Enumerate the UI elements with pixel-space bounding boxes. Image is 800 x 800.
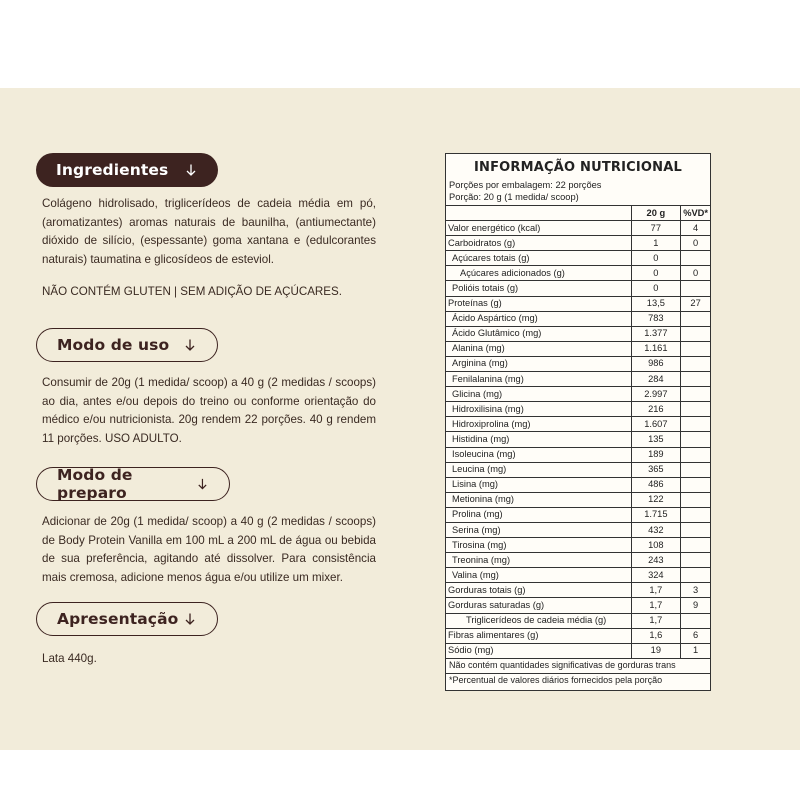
table-row <box>446 372 710 387</box>
nutrient-amount: 135 <box>631 432 681 447</box>
nutrient-amount: 2.997 <box>631 387 681 402</box>
table-row <box>446 507 710 522</box>
nutrient-amount: 432 <box>631 522 681 537</box>
nutrient-amount: 13,5 <box>631 296 681 311</box>
ingredientes-notice: NÃO CONTÉM GLUTEN | SEM ADIÇÃO DE AÇÚCARES. <box>42 285 342 298</box>
nutrient-name: Carboidratos (g) <box>446 236 631 251</box>
nutrient-name: Proteínas (g) <box>446 296 631 311</box>
nutrient-name: Gorduras saturadas (g) <box>446 598 631 613</box>
nutrient-amount: 284 <box>631 372 681 387</box>
arrow-down-icon <box>183 612 197 626</box>
apresentacao-toggle[interactable] <box>36 602 218 636</box>
portion-size: Porção: 20 g (1 medida/ scoop) <box>449 191 579 202</box>
nutrient-name: Hidroxilisina (mg) <box>446 402 631 417</box>
nutrient-amount: 216 <box>631 402 681 417</box>
nutrient-vd <box>681 553 710 568</box>
table-row <box>446 326 710 341</box>
nutrient-amount: 122 <box>631 492 681 507</box>
arrow-down-icon <box>183 338 197 352</box>
table-row <box>446 266 710 281</box>
nutrient-name: Isoleucina (mg) <box>446 447 631 462</box>
nutrient-amount: 189 <box>631 447 681 462</box>
nutrient-vd <box>681 507 710 522</box>
nutrient-amount: 108 <box>631 538 681 553</box>
nutrient-vd <box>681 356 710 371</box>
modo-de-preparo-label: Modo de preparo <box>57 466 133 502</box>
ingredientes-text: Colágeno hidrolisado, triglicerídeos de cadeia média em pó, (aromatizantes) aromas naturais de baunilha, (antiumectante) dióxido de silício, (espessante) goma xantana e (edulcorantes naturais) taumatina e glicosídeos de esteviol. <box>42 197 376 266</box>
nutrient-vd <box>681 568 710 583</box>
table-row <box>446 598 710 613</box>
nutrient-name: Açúcares adicionados (g) <box>446 266 631 281</box>
table-row <box>446 447 710 462</box>
nutrient-vd <box>681 492 710 507</box>
table-row <box>446 417 710 432</box>
table-row <box>446 281 710 296</box>
table-row <box>446 492 710 507</box>
nutrient-name: Triglicerídeos de cadeia média (g) <box>446 613 631 628</box>
table-row <box>446 221 710 236</box>
nutrient-vd: 27 <box>681 296 710 311</box>
nutrient-amount: 1.377 <box>631 326 681 341</box>
table-row <box>446 432 710 447</box>
nutrient-vd: 3 <box>681 583 710 598</box>
table-row <box>446 402 710 417</box>
nutrient-vd: 4 <box>681 221 710 236</box>
modo-de-uso-text: Consumir de 20g (1 medida/ scoop) a 40 g (2 medidas / scoops) ao dia, antes e/ou depois do treino ou conforme orientação do médico e/ou nutricionista. 20g rendem 22 porções. 40 g rendem 11 porções. USO ADULTO. <box>42 376 376 445</box>
nutrient-name: Serina (mg) <box>446 522 631 537</box>
table-row <box>446 628 710 643</box>
nutrient-name: Fibras alimentares (g) <box>446 628 631 643</box>
nutrient-amount: 783 <box>631 311 681 326</box>
nutrient-amount: 0 <box>631 266 681 281</box>
nutrition-facts-table <box>445 153 711 691</box>
nutrient-amount: 365 <box>631 462 681 477</box>
nutrient-vd <box>681 387 710 402</box>
apresentacao-label: Apresentação <box>57 610 179 628</box>
nutrient-name: Treonina (mg) <box>446 553 631 568</box>
nutrient-amount: 243 <box>631 553 681 568</box>
nutrient-vd <box>681 326 710 341</box>
nutrition-rows <box>446 206 710 658</box>
trans-fat-note: Não contém quantidades significativas de gorduras trans <box>446 658 710 673</box>
nutrient-vd: 0 <box>681 266 710 281</box>
nutrient-amount: 986 <box>631 356 681 371</box>
nutrient-vd: 6 <box>681 628 710 643</box>
table-row <box>446 522 710 537</box>
nutrient-name: Tirosina (mg) <box>446 538 631 553</box>
nutrient-amount: 19 <box>631 643 681 658</box>
modo-de-uso-label: Modo de uso <box>57 336 170 354</box>
nutrient-name: Leucina (mg) <box>446 462 631 477</box>
modo-de-preparo-text: Adicionar de 20g (1 medida/ scoop) a 40 g (2 medidas / scoops) de Body Protein Vanilla em 100 mL a 200 mL de água ou bebida de sua preferência, agitando até dissolver. Para consistência mais cremosa, adicione menos água e/ou utilize um mixer. <box>42 515 376 584</box>
nutrient-name: Hidroxiprolina (mg) <box>446 417 631 432</box>
nutrient-vd <box>681 477 710 492</box>
nutrient-name: Arginina (mg) <box>446 356 631 371</box>
nutrient-amount: 1.607 <box>631 417 681 432</box>
table-row <box>446 538 710 553</box>
nutrient-amount: 0 <box>631 281 681 296</box>
nutrient-vd <box>681 538 710 553</box>
nutrient-amount: 1.161 <box>631 341 681 356</box>
nutrient-name: Gorduras totais (g) <box>446 583 631 598</box>
table-row <box>446 356 710 371</box>
nutrient-amount: 1,7 <box>631 613 681 628</box>
nutrient-vd <box>681 281 710 296</box>
nutrient-vd <box>681 311 710 326</box>
nutrient-name: Prolina (mg) <box>446 507 631 522</box>
nutrition-title: INFORMAÇÃO NUTRICIONAL <box>473 160 683 175</box>
nutrient-vd <box>681 432 710 447</box>
table-row <box>446 568 710 583</box>
nutrient-name: Ácido Aspártico (mg) <box>446 311 631 326</box>
nutrient-vd <box>681 613 710 628</box>
table-header-row <box>446 206 710 221</box>
vd-column-header: %VD* <box>681 206 710 221</box>
nutrient-name: Açúcares totais (g) <box>446 251 631 266</box>
nutrient-name: Polióis totais (g) <box>446 281 631 296</box>
nutrient-vd <box>681 447 710 462</box>
nutrient-vd <box>681 251 710 266</box>
nutrient-name: Alanina (mg) <box>446 341 631 356</box>
table-row <box>446 251 710 266</box>
nutrient-name: Metionina (mg) <box>446 492 631 507</box>
daily-value-footnote: *Percentual de valores diários fornecidos pela porção <box>446 673 710 688</box>
nutrient-name: Fenilalanina (mg) <box>446 372 631 387</box>
table-row <box>446 477 710 492</box>
nutrient-amount: 1 <box>631 236 681 251</box>
table-row <box>446 613 710 628</box>
nutrient-vd <box>681 417 710 432</box>
amount-column-header: 20 g <box>631 206 681 221</box>
nutrient-amount: 77 <box>631 221 681 236</box>
table-row <box>446 341 710 356</box>
table-row <box>446 643 710 658</box>
table-row <box>446 236 710 251</box>
nutrient-amount: 1,7 <box>631 583 681 598</box>
nutrient-vd <box>681 522 710 537</box>
arrow-down-icon <box>184 163 198 177</box>
nutrient-name: Ácido Glutâmico (mg) <box>446 326 631 341</box>
nutrient-vd <box>681 462 710 477</box>
ingredientes-toggle[interactable] <box>36 153 218 187</box>
nutrient-vd: 1 <box>681 643 710 658</box>
nutrient-vd: 9 <box>681 598 710 613</box>
nutrient-amount: 324 <box>631 568 681 583</box>
table-row <box>446 311 710 326</box>
nutrient-vd: 0 <box>681 236 710 251</box>
nutrient-vd <box>681 341 710 356</box>
nutrient-amount: 1,7 <box>631 598 681 613</box>
modo-de-preparo-toggle[interactable] <box>36 467 230 501</box>
nutrient-name: Histidina (mg) <box>446 432 631 447</box>
table-row <box>446 553 710 568</box>
nutrient-name: Valina (mg) <box>446 568 631 583</box>
nutrient-amount: 486 <box>631 477 681 492</box>
modo-de-uso-toggle[interactable] <box>36 328 218 362</box>
arrow-down-icon <box>196 477 209 491</box>
nutrient-name: Valor energético (kcal) <box>446 221 631 236</box>
apresentacao-text: Lata 440g. <box>42 652 97 665</box>
ingredientes-label: Ingredientes <box>56 161 169 179</box>
servings-per-package: Porções por embalagem: 22 porções <box>449 180 602 190</box>
nutrient-amount: 1.715 <box>631 507 681 522</box>
nutrient-vd <box>681 402 710 417</box>
nutrient-amount: 0 <box>631 251 681 266</box>
nutrient-name: Lisina (mg) <box>446 477 631 492</box>
table-row <box>446 387 710 402</box>
nutrient-vd <box>681 372 710 387</box>
table-row <box>446 462 710 477</box>
nutrient-name: Sódio (mg) <box>446 643 631 658</box>
nutrient-name: Glicina (mg) <box>446 387 631 402</box>
table-row <box>446 583 710 598</box>
table-row <box>446 296 710 311</box>
nutrient-amount: 1,6 <box>631 628 681 643</box>
